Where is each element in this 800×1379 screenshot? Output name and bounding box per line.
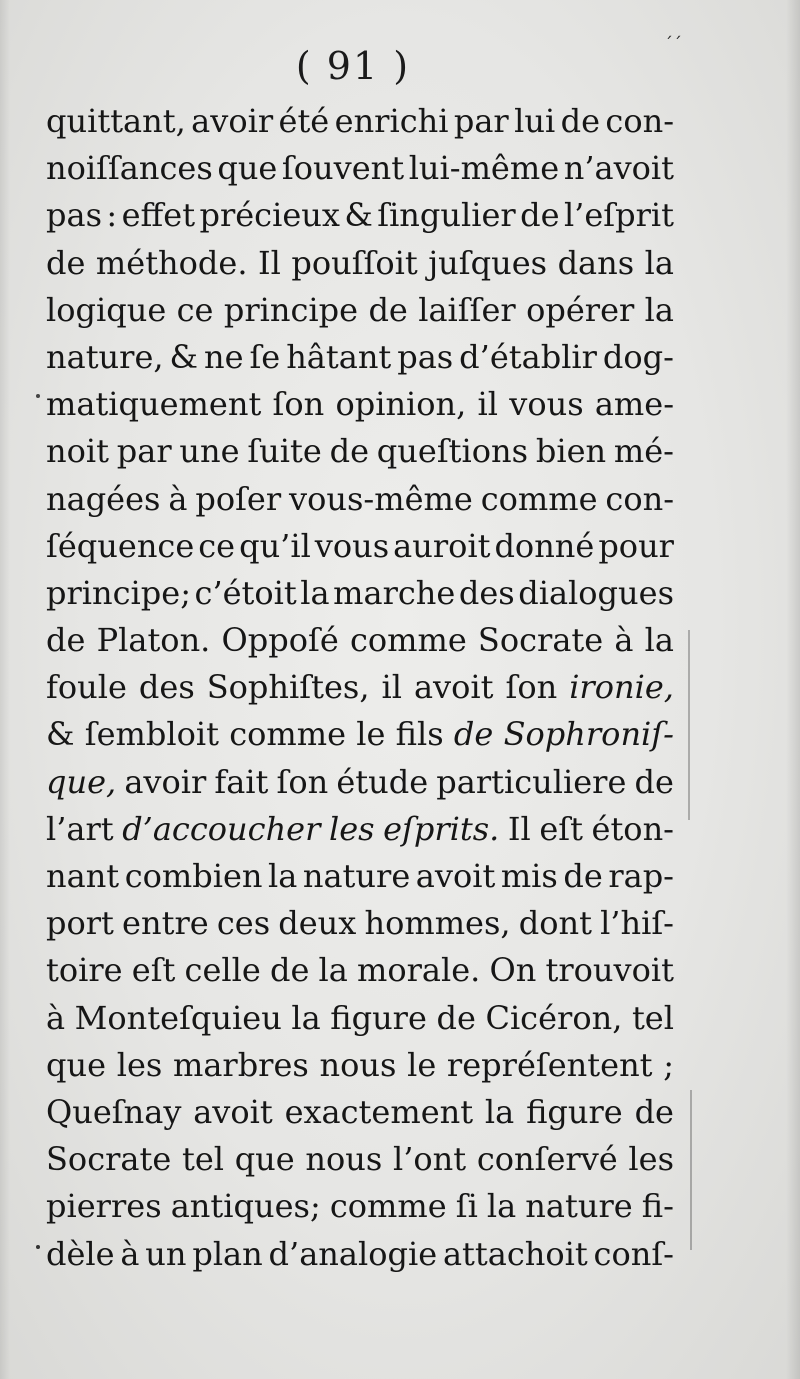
word: la [484, 1092, 515, 1131]
text-line [46, 1042, 674, 1089]
word: con- [605, 102, 674, 140]
word: Oppoſé [221, 621, 339, 660]
word: méthode. [95, 243, 248, 282]
text-line [46, 995, 674, 1042]
word: Sophroniſ- [503, 715, 674, 754]
word: vous-même [289, 479, 473, 518]
text-line [46, 617, 674, 664]
word: & [46, 715, 75, 754]
word: été [278, 102, 330, 140]
word: d’établir [459, 337, 597, 376]
word: Queſnay [46, 1092, 182, 1131]
word: un [145, 1234, 187, 1273]
margin-speck [36, 1245, 40, 1249]
word: eſt [131, 951, 176, 990]
word: mé- [613, 432, 674, 471]
word: avoit [193, 1092, 273, 1131]
word: que, [46, 762, 117, 801]
word: c’étoit [194, 573, 297, 612]
word: comme [480, 479, 598, 518]
word: & [344, 196, 373, 235]
word: la [291, 998, 321, 1037]
word: ſe [249, 337, 281, 376]
word: antiques; [170, 1187, 321, 1226]
word: opinion, [335, 385, 467, 424]
word: logique [46, 290, 167, 329]
word: la [644, 621, 674, 660]
text-line [46, 523, 674, 570]
word: quittant, [46, 102, 186, 140]
word: comme [229, 715, 346, 754]
word: nature [525, 1187, 633, 1226]
word: ſouvent [281, 149, 405, 188]
word: la [644, 290, 674, 329]
word: des [138, 668, 195, 707]
word: ſuite [247, 432, 322, 471]
word: nant [46, 857, 120, 895]
word: n’avoit [563, 149, 674, 188]
word: plan [192, 1234, 263, 1273]
word: ironie, [569, 668, 674, 707]
page-right-shadow [786, 0, 800, 1379]
word: effet [121, 196, 196, 235]
text-line [46, 900, 674, 947]
word: attachoit [442, 1234, 588, 1273]
page-number: ( 91 ) [295, 44, 411, 88]
word: rap- [608, 857, 674, 895]
word: combien [124, 857, 263, 895]
word: opérer [526, 290, 635, 329]
word: la [644, 243, 674, 282]
text-line [46, 381, 674, 428]
word: de [436, 998, 476, 1037]
word: il [381, 668, 402, 707]
word: Il [258, 243, 281, 282]
word: ſon [272, 385, 325, 424]
word: con- [605, 479, 674, 518]
word: port [46, 904, 114, 943]
word: particuliere [436, 762, 627, 801]
word: marche [333, 573, 456, 612]
word: figure [526, 1092, 623, 1131]
word: mis [500, 857, 558, 895]
text-line [46, 240, 674, 287]
word: avoir [124, 762, 207, 801]
word: Platon. [96, 621, 211, 660]
word: auroit [393, 526, 491, 565]
word: avoir [191, 102, 274, 140]
word: Il [507, 809, 531, 848]
word: dans [557, 243, 635, 282]
word: ſembloit [84, 715, 219, 754]
word: l’eſprit [563, 196, 674, 235]
word: On [489, 951, 537, 990]
word: pouſſoit [291, 243, 418, 282]
body-text [46, 98, 674, 1278]
word: de [560, 102, 600, 140]
word: de [520, 196, 560, 235]
word: une [179, 432, 240, 471]
word: ne [203, 337, 244, 376]
word: ſi [455, 1187, 478, 1226]
word: conſ- [593, 1234, 674, 1273]
word: avoit [413, 668, 494, 707]
bleed-through-rule [690, 1090, 692, 1250]
word: Socrate [46, 1140, 172, 1179]
word: de [563, 857, 603, 895]
word: à [168, 479, 188, 518]
word: Cicéron, [485, 998, 623, 1037]
word: entre [122, 904, 209, 943]
word: que [46, 1045, 107, 1084]
word: dèle [46, 1234, 115, 1273]
word: comme [329, 1187, 447, 1226]
text-line [46, 947, 674, 994]
word: le [407, 1045, 437, 1084]
word: nous [305, 1140, 383, 1179]
text-line [46, 476, 674, 523]
margin-speck [36, 394, 40, 398]
word: à [614, 621, 634, 660]
word: de [46, 243, 86, 282]
text-line [46, 853, 674, 900]
text-line [46, 664, 674, 711]
word: dog- [602, 337, 674, 376]
word: la [318, 951, 348, 990]
word: ame- [594, 385, 674, 424]
word: ſéquence [46, 526, 195, 565]
word: ; [663, 1045, 674, 1084]
word: poſer [195, 479, 282, 518]
text-line [46, 1136, 674, 1183]
word: nature, [46, 337, 164, 376]
word: ſon [505, 668, 558, 707]
text-line [46, 428, 674, 475]
word: l’art [46, 809, 114, 848]
word: queſtions [376, 432, 529, 471]
word: ce [198, 526, 236, 565]
word: lui [514, 102, 556, 140]
word: l’hiſ- [600, 904, 674, 943]
word: comme [349, 621, 467, 660]
corner-mark: ´´ [664, 34, 682, 55]
word: pour [598, 526, 674, 565]
word: hommes, [364, 904, 511, 943]
word: pas [46, 196, 102, 235]
word: repréſentent [446, 1045, 653, 1084]
word: le [356, 715, 386, 754]
word: nagées [46, 479, 161, 518]
word: ce [176, 290, 214, 329]
word: fi- [641, 1187, 674, 1226]
text-line [46, 98, 674, 145]
word: de [368, 290, 408, 329]
word: Sophiſtes, [206, 668, 370, 707]
word: fait [214, 762, 269, 801]
word: dialogues [518, 573, 674, 612]
word: morale. [357, 951, 481, 990]
word: : [106, 196, 118, 235]
word: pierres [46, 1187, 162, 1226]
word: tel [181, 1140, 224, 1179]
word: à [120, 1234, 140, 1273]
text-line [46, 192, 674, 239]
word: figure [330, 998, 427, 1037]
word: il [477, 385, 499, 424]
word: de [269, 951, 310, 990]
bleed-through-rule [688, 630, 690, 820]
word: Monteſquieu [74, 998, 282, 1037]
word: marbres [172, 1045, 309, 1084]
word: de [634, 762, 674, 801]
word: principe [223, 290, 359, 329]
word: éton- [591, 809, 674, 848]
word: enrichi [334, 102, 449, 140]
word: de [46, 621, 86, 660]
word: vous [314, 526, 390, 565]
word: matiquement [46, 385, 262, 424]
word: juſques [428, 243, 548, 282]
word: hâtant [286, 337, 392, 376]
text-line [46, 287, 674, 334]
word: que [234, 1140, 295, 1179]
text-line [46, 806, 674, 853]
word: tel [631, 998, 674, 1037]
word: noiſſances [46, 149, 213, 188]
page-left-shadow [0, 0, 10, 1379]
word: dont [518, 904, 592, 943]
word: noit [46, 432, 109, 471]
word: conſervé [476, 1140, 618, 1179]
word: vous [509, 385, 584, 424]
word: les [116, 1045, 163, 1084]
text-line [46, 570, 674, 617]
word: principe; [46, 573, 191, 612]
word: foule [46, 668, 127, 707]
word: pas [397, 337, 454, 376]
word: laiſſer [418, 290, 516, 329]
text-line [46, 1183, 674, 1230]
word: par [116, 432, 172, 471]
word: d’accoucher [122, 809, 321, 848]
word: par [453, 102, 509, 140]
word: bien [535, 432, 607, 471]
word: la [300, 573, 330, 612]
word: ſon [276, 762, 329, 801]
word: avoit [415, 857, 496, 895]
word: la [268, 857, 298, 895]
word: nous [319, 1045, 397, 1084]
word: nature [302, 857, 411, 895]
word: l’ont [393, 1140, 467, 1179]
word: qu’il [239, 526, 311, 565]
word: étude [336, 762, 429, 801]
word: de [453, 715, 494, 754]
text-line [46, 145, 674, 192]
text-line [46, 1089, 674, 1136]
word: donné [494, 526, 595, 565]
word: fils [395, 715, 444, 754]
word: toire [46, 951, 123, 990]
word: eſt [539, 809, 583, 848]
word: précieux [199, 196, 340, 235]
word: exactement [284, 1092, 474, 1131]
word: de [634, 1092, 674, 1131]
word: ces [216, 904, 271, 943]
word: eſprits. [383, 809, 500, 848]
word: des [458, 573, 515, 612]
word: lui-même [408, 149, 560, 188]
word: de [329, 432, 370, 471]
word: les [628, 1140, 674, 1179]
word: trouvoit [545, 951, 674, 990]
word: celle [184, 951, 261, 990]
text-line [46, 1231, 674, 1278]
word: & [169, 337, 198, 376]
text-line [46, 759, 674, 806]
word: d’analogie [268, 1234, 438, 1273]
word: que [217, 149, 278, 188]
word: Socrate [477, 621, 604, 660]
word: la [486, 1187, 517, 1226]
word: les [328, 809, 375, 848]
word: à [46, 998, 66, 1037]
word: ſingulier [377, 196, 516, 235]
word: deux [278, 904, 357, 943]
text-line [46, 711, 674, 758]
text-line [46, 334, 674, 381]
